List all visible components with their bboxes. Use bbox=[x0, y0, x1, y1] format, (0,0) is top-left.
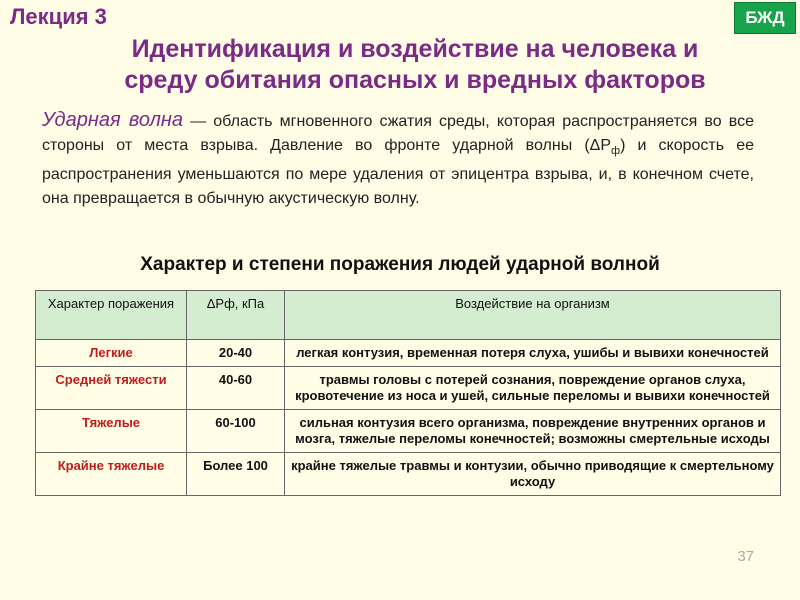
severity-cell: Тяжелые bbox=[36, 410, 187, 453]
effect-cell: травмы головы с потерей сознания, повреждение органов слуха, кровотечение из носа и ушей, сильные переломы и вывихи конечностей bbox=[285, 367, 781, 410]
pressure-cell: Более 100 bbox=[187, 453, 285, 496]
pressure-cell: 40-60 bbox=[187, 367, 285, 410]
pressure-cell: 20-40 bbox=[187, 340, 285, 367]
table-row bbox=[36, 340, 781, 367]
severity-cell: Крайне тяжелые bbox=[36, 453, 187, 496]
page-title bbox=[40, 34, 790, 96]
severity-cell: Средней тяжести bbox=[36, 367, 187, 410]
table-row bbox=[36, 453, 781, 496]
table-row bbox=[36, 410, 781, 453]
page-number: 37 bbox=[737, 548, 754, 565]
table-row bbox=[36, 367, 781, 410]
table-header-row bbox=[36, 291, 781, 340]
injury-table bbox=[35, 290, 781, 496]
title-line-2: среду обитания опасных и вредных факторов bbox=[124, 66, 706, 94]
definition-text-1: — область мгновенного сжатия среды, которая распространяется во все стороны от места взрыва. Давление во фронте ударной волны (ΔР bbox=[42, 113, 755, 154]
pressure-cell: 60-100 bbox=[187, 410, 285, 453]
header-pressure: ΔРф, кПа bbox=[187, 291, 285, 340]
definition-subscript: ф bbox=[611, 145, 621, 158]
definition-paragraph bbox=[42, 108, 754, 211]
subject-badge: БЖД bbox=[734, 2, 796, 34]
lecture-label: Лекция 3 bbox=[10, 4, 107, 29]
title-line-1: Идентификация и воздействие на человека и bbox=[131, 35, 699, 63]
table-title: Характер и степени поражения людей ударной волной bbox=[140, 254, 660, 275]
effect-cell: сильная контузия всего организма, повреждение внутренних органов и мозга, тяжелые переломы конечностей; возможны смертельные исходы bbox=[285, 410, 781, 453]
header-effect: Воздействие на организм bbox=[285, 291, 781, 340]
definition-term: Ударная волна bbox=[42, 109, 184, 131]
effect-cell: легкая контузия, временная потеря слуха, ушибы и вывихи конечностей bbox=[285, 340, 781, 367]
definition-text-2: ) и скорость ее распространения уменьшаются по мере удаления от эпицентра взрыва, и, в конечном счете, она превращается в обычную акустическую волну. bbox=[42, 137, 755, 208]
effect-cell: крайне тяжелые травмы и контузии, обычно приводящие к смертельному исходу bbox=[285, 453, 781, 496]
severity-cell: Легкие bbox=[36, 340, 187, 367]
header-severity: Характер поражения bbox=[36, 291, 187, 340]
